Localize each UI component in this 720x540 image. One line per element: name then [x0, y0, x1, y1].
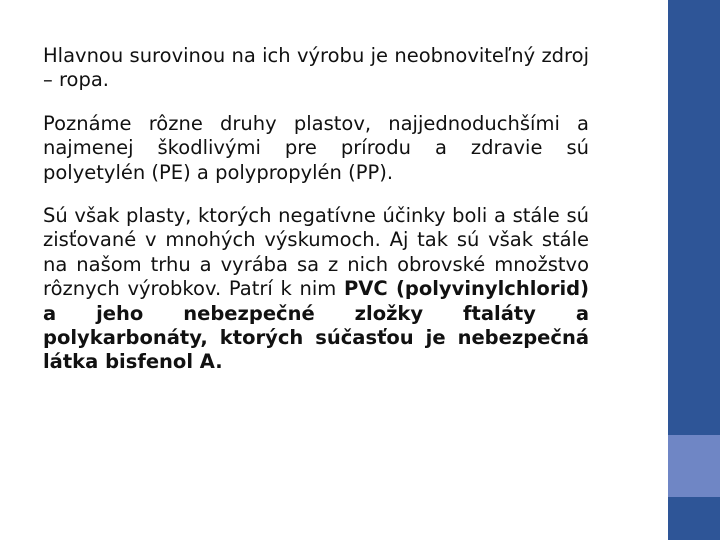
- paragraph-raw-material-text: Hlavnou surovinou na ich výrobu je neobnoviteľný zdroj – ropa.: [43, 44, 589, 92]
- paragraph-harmful-plastics-text: Sú však plasty, ktorých negatívne účinky boli a stále sú zisťované v mnohých výskumoch. Aj tak sú však stále na našom trhu a vyrába sa z nich obrovské množstvo rôznych výrobkov. Patrí k nim: [43, 204, 589, 301]
- slide-body: [43, 44, 589, 394]
- paragraph-plastic-types-text: Poznáme rôzne druhy plastov, najjednoduchšími a najmenej škodlivými pre prírodu a zdravie sú polyetylén (PE) a polypropylén (PP).: [43, 111, 589, 184]
- paragraph-harmful-plastics: [43, 204, 589, 375]
- paragraph-harmful-plastics-bold: PVC (polyvinylchlorid) a jeho nebezpečné zložky ftaláty a polykarbonáty, ktorých súčasťou je nebezpečná látka bisfenol A.: [43, 277, 590, 374]
- sidebar-accent-block: [668, 435, 720, 497]
- paragraph-plastic-types: [43, 112, 589, 185]
- paragraph-raw-material: [43, 44, 589, 93]
